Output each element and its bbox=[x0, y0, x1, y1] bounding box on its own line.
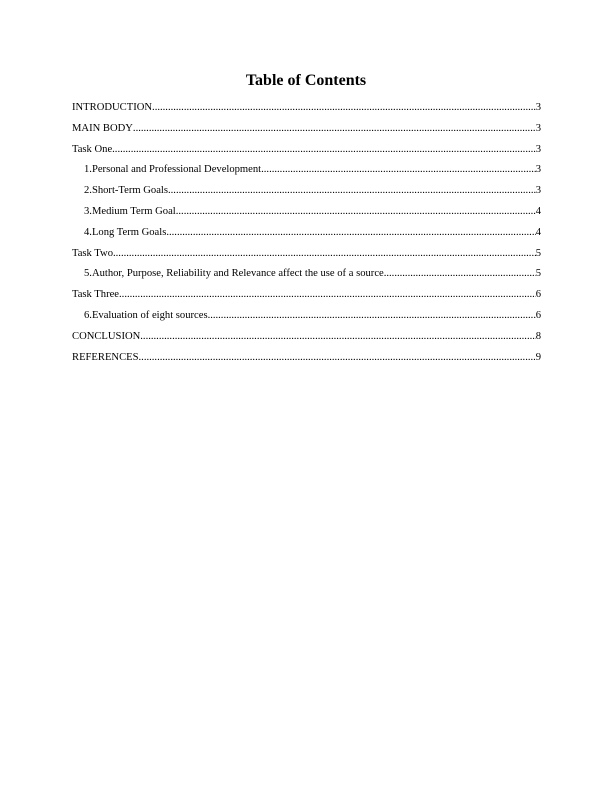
toc-entry-page: 5 bbox=[535, 268, 541, 280]
toc-entry-conclusion[interactable] bbox=[72, 327, 541, 348]
dot-leader bbox=[140, 327, 535, 348]
toc-entry-short-term-goals[interactable] bbox=[72, 181, 541, 202]
dot-leader bbox=[112, 140, 536, 161]
dot-leader bbox=[261, 160, 536, 181]
toc-entry-label: 4.Long Term Goals bbox=[84, 226, 167, 238]
toc-entry-page: 4 bbox=[535, 226, 541, 238]
toc-entry-task-one[interactable] bbox=[72, 140, 541, 161]
dot-leader bbox=[384, 264, 536, 285]
toc-entry-task-two[interactable] bbox=[72, 244, 541, 265]
toc-title: Table of Contents bbox=[245, 72, 367, 89]
toc-entry-label: 6.Evaluation of eight sources bbox=[84, 309, 208, 321]
dot-leader bbox=[152, 98, 536, 119]
toc-entry-long-term-goals[interactable] bbox=[72, 223, 541, 244]
toc-entry-evaluation-of-sources[interactable] bbox=[72, 306, 541, 327]
toc-entry-medium-term-goal[interactable] bbox=[72, 202, 541, 223]
toc-entry-source-evaluation-factors[interactable] bbox=[72, 264, 541, 285]
toc-entry-label: Task Three bbox=[72, 289, 120, 301]
toc-entry-label: 3.Medium Term Goal bbox=[84, 205, 176, 217]
toc-entry-main-body[interactable] bbox=[72, 119, 541, 140]
toc-entry-page: 9 bbox=[535, 351, 541, 363]
toc-entry-label: 2.Short-Term Goals bbox=[84, 185, 168, 197]
toc-entry-task-three[interactable] bbox=[72, 285, 541, 306]
dot-leader bbox=[168, 181, 536, 202]
toc-entry-label: INTRODUCTION bbox=[72, 102, 153, 113]
dot-leader bbox=[208, 306, 536, 327]
dot-leader bbox=[166, 223, 535, 244]
table-of-contents bbox=[72, 98, 541, 368]
toc-entry-introduction[interactable] bbox=[72, 98, 541, 119]
dot-leader bbox=[139, 348, 536, 369]
toc-entry-label: 1.Personal and Professional Development bbox=[84, 164, 262, 176]
toc-entry-page: 5 bbox=[535, 247, 541, 259]
toc-entry-page: 6 bbox=[535, 289, 541, 301]
toc-entry-page: 3 bbox=[535, 122, 541, 134]
dot-leader bbox=[119, 285, 536, 306]
toc-entry-personal-development[interactable] bbox=[72, 160, 541, 181]
toc-entry-page: 3 bbox=[535, 185, 541, 197]
toc-entry-label: 5.Author, Purpose, Reliability and Relevance affect the use of a source bbox=[84, 268, 384, 280]
dot-leader bbox=[176, 202, 536, 223]
toc-entry-page: 6 bbox=[535, 309, 541, 321]
toc-entry-references[interactable] bbox=[72, 348, 541, 369]
toc-entry-label: Task One bbox=[72, 143, 113, 155]
toc-entry-page: 4 bbox=[535, 205, 541, 217]
toc-entry-page: 3 bbox=[535, 143, 541, 155]
dot-leader bbox=[133, 119, 536, 140]
toc-entry-label: REFERENCES bbox=[72, 351, 139, 363]
dot-leader bbox=[113, 244, 536, 265]
toc-entry-label: CONCLUSION bbox=[72, 330, 141, 342]
toc-entry-label: Task Two bbox=[72, 247, 113, 259]
toc-entry-label: MAIN BODY bbox=[72, 122, 133, 134]
toc-entry-page: 8 bbox=[535, 330, 541, 342]
toc-entry-page: 3 bbox=[535, 102, 541, 113]
toc-entry-page: 3 bbox=[535, 164, 541, 176]
